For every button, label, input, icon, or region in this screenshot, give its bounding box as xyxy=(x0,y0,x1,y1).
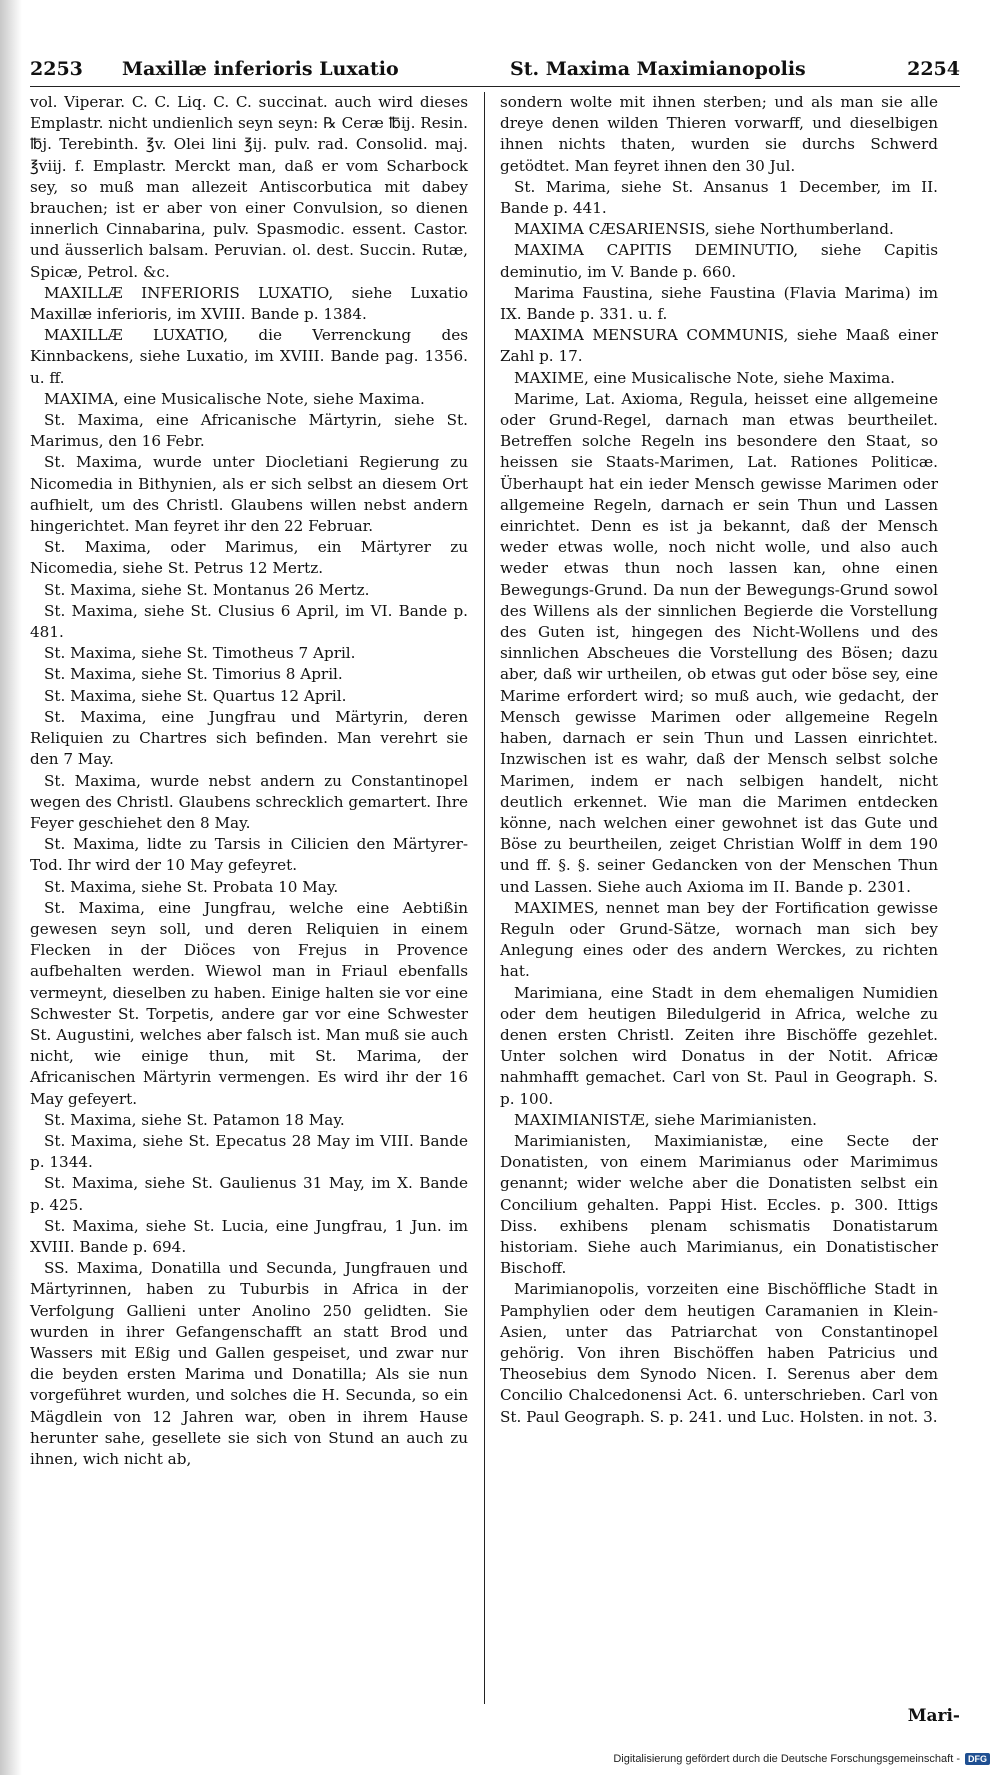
catchword: Mari- xyxy=(907,1706,960,1726)
entry-paragraph: Marime, Lat. Axioma, Regula, heisset eine allgemeine oder Grund-Regel, darnach man etwas beurtheilet. Betreffen solche Regeln ins besondere den Staat, so heissen sie Staats-Marimen, Lat. Rationes Politicæ. Überhaupt hat ein ieder Mensch gewisse Marimen oder allgemeine Regeln, darnach er sein Thun und Lassen einrichtet. Denn es ist ja bekannt, daß der Mensch weder etwas wolle, noch nicht wolle, und also auch weder etwas thun noch lassen kan, ohne einen Bewegungs-Grund. Da nun der Bewegungs-Grund sowol des Willens als der sinnlichen Begierde die Vorstellung des Guten ist, hingegen des Nicht-Wollens und des sinnlichen Abscheues die Vorstellung des Bösen; dazu aber, daß wir urtheilen, ob etwas gut oder böse sey, eine Marime erfordert wird; so muß auch, wie gedacht, der Mensch gewisse Marimen oder allgemeine Regeln haben, darnach er sein Thun und Lassen einrichtet. Inzwischen ist es wahr, daß der Mensch selbst solche Marimen, indem er nach selbigen handelt, nicht deutlich erkennet. Wie man die Marimen entdecken könne, nach welchen einer gewohnet ist das Gute und Böse zu beurtheilen, zeiget Christian Wolff in dem 190 und ff. §. §. seiner Gedancken von der Menschen Thun und Lassen. Siehe auch Axioma im II. Bande p. 2301. xyxy=(500,389,938,896)
entry-paragraph: Marima Faustina, siehe Faustina (Flavia Marima) im IX. Bande p. 331. u. f. xyxy=(500,283,938,324)
page-number-left: 2253 xyxy=(30,58,83,80)
entry-paragraph: MAXIMA CAPITIS DEMINUTIO, siehe Capitis deminutio, im V. Bande p. 660. xyxy=(500,241,938,281)
entry-paragraph: sondern wolte mit ihnen sterben; und als man sie alle dreye denen wilden Thieren vorwarff, und dieselbigen ihnen nichts thaten, wurden sie durchs Schwerd getödtet. Man feyret ihnen den 30 Jul. xyxy=(500,93,938,175)
left-column xyxy=(30,92,468,1470)
entry-paragraph: Marimiana, eine Stadt in dem ehemaligen Numidien oder dem heutigen Biledulgerid in Africa, welche zu denen ersten Christl. Zeiten ihre Bischöffe gezehlet. Unter solchen wird Donatus in der Notit. Africæ nahmhafft gemachet. Carl von St. Paul in Geograph. S. p. 100. xyxy=(500,983,938,1108)
entry-paragraph: MAXIME, eine Musicalische Note, siehe Maxima. xyxy=(514,368,895,387)
entry-paragraph: MAXILLÆ INFERIORIS LUXATIO, siehe Luxatio Maxillæ inferioris, im XVIII. Bande p. 1384. xyxy=(30,283,468,324)
entry-paragraph: St. Maxima, oder Marimus, ein Märtyrer zu Nicomedia, siehe St. Petrus 12 Mertz. xyxy=(30,538,468,578)
right-column xyxy=(500,92,938,1428)
entry-paragraph: St. Maxima, wurde nebst andern zu Constantinopel wegen des Christl. Glaubens schrecklich gemartert. Ihre Feyer geschiehet den 8 May. xyxy=(30,771,468,832)
entry-paragraph: St. Maxima, siehe St. Lucia, eine Jungfrau, 1 Jun. im XVIII. Bande p. 694. xyxy=(30,1216,468,1256)
entry-paragraph: St. Maxima, eine Africanische Märtyrin, siehe St. Marimus, den 16 Febr. xyxy=(30,411,468,451)
entry-paragraph: vol. Viperar. C. C. Liq. C. C. succinat. auch wird dieses Emplastr. nicht undienlich seyn seyn: ℞ Ceræ ℔ij. Resin. ℔j. Terebinth. ℥v. Olei lini ℥ij. pulv. rad. Consolid. maj. ℥viij. f. Emplastr. Merckt man, daß er vom Scharbock sey, so muß man allezeit Antiscorbutica mit dabey brauchen; ist er aber von einer Convulsion, so dienen innerlich Cinnabarina, pulv. Spasmodic. essent. Castor. und äusserlich balsam. Peruvian. ol. dest. Succin. Rutæ, Spicæ, Petrol. &c. xyxy=(30,93,468,281)
header-rule xyxy=(30,86,960,87)
entry-paragraph: St. Maxima, eine Jungfrau, welche eine Aebtißin gewesen seyn soll, und deren Reliquien in einem Flecken in der Diöces von Frejus in Provence aufbehalten werden. Wiewol man in Friaul ebenfalls vermeynt, dieselben zu haben. Einige halten sie vor eine Schwester St. Torpetis, andere gar vor eine Schwester St. Augustini, welches aber falsch ist. Man muß sie auch nicht, wie einige thun, mit St. Marima, der Africanischen Märtyrin vermengen. Es wird ihr der 16 May gefeyert. xyxy=(30,898,468,1108)
entry-paragraph: St. Maxima, siehe St. Timotheus 7 April. xyxy=(44,644,356,663)
entry-paragraph: MAXIMES, nennet man bey der Fortification gewisse Reguln oder Grund-Sätze, wornach man sich bey Anlegung eines oder des andern Werckes, zu richten hat. xyxy=(500,898,938,981)
running-title-left: Maxillæ inferioris Luxatio xyxy=(122,58,399,80)
entry-paragraph: St. Maxima, siehe St. Patamon 18 May. xyxy=(44,1110,345,1129)
entry-paragraph: SS. Maxima, Donatilla und Secunda, Jungfrauen und Märtyrinnen, haben zu Tuburbis in Africa in der Verfolgung Gallieni unter Anolino 250 gelidten. Sie wurden in ihrer Gefangenschafft an statt Brod und Wassers mit Eßig und Gallen gespeiset, und zwar nur die beyden ersten Marima und Donatilla; Als sie nun vorgeführet wurden, und solches die H. Secunda, so ein Mägdlein von 12 Jahren war, oben in ihrem Hause herunter sahe, gesellete sie sich von Stund an auch zu ihnen, wich nicht ab, xyxy=(30,1259,468,1468)
entry-paragraph: St. Maxima, siehe St. Timorius 8 April. xyxy=(44,665,343,684)
digitization-footer xyxy=(613,1753,990,1765)
page-edge-shadow xyxy=(0,0,22,1775)
column-divider xyxy=(484,92,485,1704)
entry-paragraph: Marimianopolis, vorzeiten eine Bischöffliche Stadt in Pamphylien oder dem heutigen Caramanien in Klein-Asien, unter das Patriarchat von Constantinopel gehörig. Von ihren Bischöffen haben Patricius und Theosebius dem Synodo Nicen. I. Serenus aber dem Concilio Chalcedonensi Act. 6. unterschrieben. Carl von St. Paul Geograph. S. p. 241. und Luc. Holsten. in not. 3. xyxy=(500,1280,938,1426)
entry-paragraph: St. Maxima, siehe St. Montanus 26 Mertz. xyxy=(44,580,370,599)
dfg-logo: DFG xyxy=(965,1753,990,1765)
entry-paragraph: St. Maxima, siehe St. Clusius 6 April, im VI. Bande p. 481. xyxy=(30,601,468,642)
entry-paragraph: St. Maxima, wurde unter Diocletiani Regierung zu Nicomedia in Bithynien, als er sich selbst an diesem Ort aufhielt, um des Christl. Glaubens willen nebst andern hingerichtet. Man feyret ihr den 22 Februar. xyxy=(30,453,468,536)
entry-paragraph: St. Maxima, siehe St. Epecatus 28 May im VIII. Bande p. 1344. xyxy=(30,1131,468,1172)
page-number-right: 2254 xyxy=(907,58,960,80)
entry-paragraph: St. Marima, siehe St. Ansanus 1 December, im II. Bande p. 441. xyxy=(500,177,938,218)
entry-paragraph: MAXILLÆ LUXATIO, die Verrenckung des Kinnbackens, siehe Luxatio, im XVIII. Bande pag. 1356. u. ff. xyxy=(30,326,468,387)
entry-paragraph: St. Maxima, lidte zu Tarsis in Cilicien den Märtyrer-Tod. Ihr wird der 10 May gefeyret. xyxy=(30,835,468,875)
entry-paragraph: St. Maxima, eine Jungfrau und Märtyrin, deren Reliquien zu Chartres sich befinden. Man verehrt sie den 7 May. xyxy=(30,707,468,769)
footer-text: Digitalisierung gefördert durch die Deutsche Forschungsgemeinschaft - xyxy=(613,1753,960,1765)
entry-paragraph: MAXIMA CÆSARIENSIS, siehe Northumberland. xyxy=(514,220,894,239)
entry-paragraph: MAXIMIANISTÆ, siehe Marimianisten. xyxy=(514,1110,817,1129)
entry-paragraph: Marimianisten, Maximianistæ, eine Secte der Donatisten, von einem Marimianus oder Marimimus genannt; wider welche aber die Donatisten selbst ein Concilium gehalten. Pappi Hist. Eccles. p. 300. Ittigs Diss. exhibens plenam schismatis Donatistarum historiam. Siehe auch Marimianus, ein Donatistischer Bischoff. xyxy=(500,1131,938,1278)
entry-paragraph: St. Maxima, siehe St. Quartus 12 April. xyxy=(44,686,347,705)
entry-paragraph: MAXIMA MENSURA COMMUNIS, siehe Maaß einer Zahl p. 17. xyxy=(500,326,938,366)
entry-paragraph: St. Maxima, siehe St. Probata 10 May. xyxy=(44,877,339,896)
running-title-right: St. Maxima Maximianopolis xyxy=(510,58,806,80)
running-header xyxy=(30,58,960,86)
entry-paragraph: St. Maxima, siehe St. Gaulienus 31 May, im X. Bande p. 425. xyxy=(30,1174,468,1214)
entry-paragraph: MAXIMA, eine Musicalische Note, siehe Maxima. xyxy=(44,389,425,408)
